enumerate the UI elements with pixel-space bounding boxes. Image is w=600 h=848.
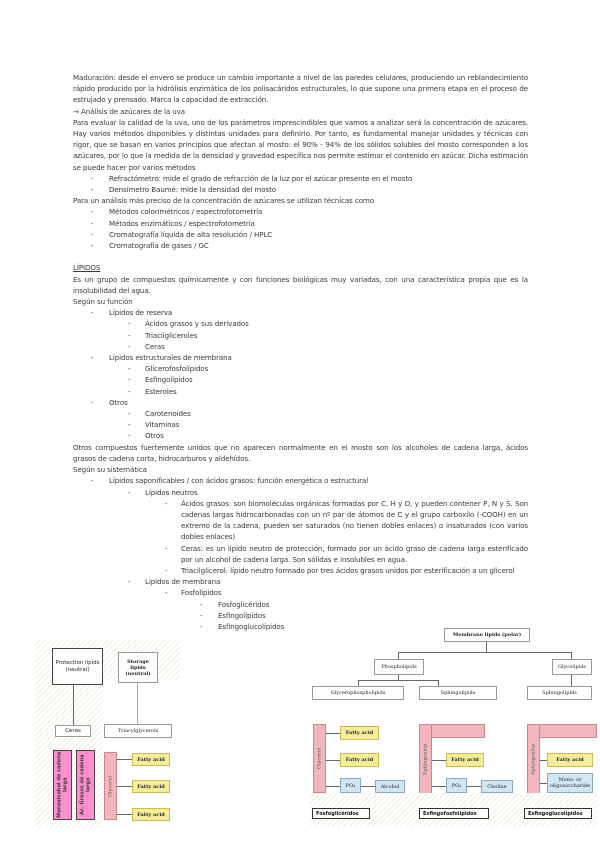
bullet-dash: -: [200, 610, 203, 620]
list-item-text: Ácidos grasos y sus derivados: [145, 319, 249, 329]
bullet-dash: -: [91, 241, 94, 251]
bullet-dash: -: [128, 319, 131, 329]
list-item-text: Ácidos grasos: son biomoléculas orgánicas formadas por C, H y O, y pueden contener P, N y S. Son cadenas largas hidrocarbonadas con un nº par de átomos de C y el grupo carboxilo (-COOH) en un extremo de la cadena, pueden ser saturados (no tienen dobles enlaces) o insaturados (con varios dobles enlaces): [181, 498, 528, 542]
heading-segun-funcion: Según su función: [73, 297, 133, 307]
list-item: [73, 341, 528, 352]
fatty-acid-box: Fatty acid: [340, 753, 379, 767]
membrane-lipids-box: Membrane lipids (polar): [444, 628, 530, 642]
bullet-dash: -: [128, 341, 131, 351]
fatty-acids-long-chain-bar: Ac. Grasos de cadena larga: [76, 750, 95, 820]
list-item-text: Esfingolípidos: [218, 610, 266, 620]
list-item: [73, 229, 528, 240]
list-item-text: Ceras: es un lípido neutro de protección, formado por un ácido graso de cadena larga esterificado por un alcohol de cadena larga. Son sólidas e insolubles en agua.: [181, 543, 528, 564]
triacylglycerols-box: Triacylglycerols: [104, 724, 172, 738]
list-item-text: Otros: [109, 397, 128, 407]
list-item: [73, 218, 528, 229]
fatty-acid-box: Fatty acid: [132, 753, 170, 766]
list-item: [73, 419, 528, 430]
list-item-text: Glicerofosfolípidos: [145, 364, 209, 374]
saccharide-box: Mono- or oligosaccharide: [547, 773, 593, 793]
glycerol-bar: Glycerol: [313, 724, 326, 793]
list-item-text: Ceras: [145, 341, 165, 351]
bullet-dash: -: [91, 397, 94, 407]
list-item-text: Lípidos de reserva: [109, 308, 173, 318]
list-item-text: Métodos enzimáticos / espectrofotometría: [109, 218, 255, 228]
bullet-dash: -: [165, 543, 168, 553]
connector-line: [571, 652, 572, 659]
paragraph-lipidos-intro: Es un grupo de compuestos químicamente y con funciones biológicas muy variadas, con una característica propia que es la insolubilidad del agua.: [73, 274, 528, 295]
bullet-dash: -: [165, 565, 168, 575]
glycolipids-box: Glycolipids: [552, 659, 592, 675]
list-item-text: Lípidos estructurales de membrana: [109, 353, 232, 363]
phospholipids-box: Phospholipids: [374, 659, 424, 675]
list-item-text: Triacilgliceroles: [145, 330, 198, 340]
connector-line: [117, 759, 132, 760]
list-item: [73, 599, 528, 610]
list-item: [73, 576, 528, 587]
list-item-text: Refractómetro: mide el grado de refracción de la luz por el azúcar presente en el mosto: [109, 173, 413, 183]
connector-line: [361, 786, 375, 787]
list-item: [73, 498, 528, 543]
list-sistematica: [73, 475, 528, 632]
list-item-text: Densímetro Baumé: mide la densidad del mosto: [109, 185, 277, 195]
list-item-text: Lípidos de membrana: [145, 577, 221, 587]
bullet-dash: -: [91, 218, 94, 228]
fatty-acid-box: Fatty acid: [446, 753, 484, 767]
connector-line: [467, 786, 481, 787]
bullet-dash: -: [165, 498, 168, 508]
list-item-text: Lípidos neutros: [145, 487, 198, 497]
list-item-text: Carotenoides: [145, 409, 191, 419]
list-item-text: Triacilglicerol: lípido neutro formado por tres ácidos grasos unidos por esterificación a un glicerol: [181, 565, 515, 575]
bullet-dash: -: [91, 229, 94, 239]
bullet-dash: -: [200, 621, 203, 631]
bullet-dash: -: [128, 386, 131, 396]
list-item: [73, 184, 528, 195]
list-item: [73, 318, 528, 329]
list-item-text: Otros: [145, 431, 164, 441]
storage-lipids-box: Storage lipids (neutral): [118, 652, 158, 683]
list-item-text: Métodos colorimétricos / espectrofotometría: [109, 207, 263, 217]
list-item: [73, 352, 528, 363]
bullet-dash: -: [91, 185, 94, 195]
list-metodos: [73, 173, 528, 195]
ceras-box: Ceras: [55, 725, 91, 737]
sphingosine-bar: Sphingosine: [527, 724, 540, 793]
list-item-text: Esteroles: [145, 386, 177, 396]
list-item: [73, 206, 528, 217]
bullet-dash: -: [91, 476, 94, 486]
bullet-dash: -: [128, 420, 131, 430]
connector-line: [117, 814, 132, 815]
bullet-dash: -: [128, 364, 131, 374]
bullet-dash: -: [128, 375, 131, 385]
bullet-dash: -: [128, 577, 131, 587]
list-tecnicas: [73, 206, 528, 251]
connector-line: [432, 786, 446, 787]
phosphate-box: PO₄: [340, 778, 361, 793]
bullet-dash: -: [128, 431, 131, 441]
list-item: [73, 587, 528, 598]
list-item: [73, 374, 528, 385]
sphingolipids-box: Sphingolipids: [419, 686, 497, 700]
list-item-text: Esfingoglucolípidos: [218, 621, 285, 631]
connector-line: [117, 786, 132, 787]
fosfogliceridos-label: Fosfoglicéridos: [312, 808, 370, 819]
connector-line: [326, 733, 340, 734]
heading-analisis: → Análisis de azúcares de la uva: [73, 106, 186, 116]
connector-line: [540, 783, 547, 784]
list-item-text: Cromatografía de gases / GC: [109, 241, 209, 251]
list-item-text: Vitaminas: [145, 420, 180, 430]
list-item: [73, 408, 528, 419]
fatty-acid-box: Fatty acid: [340, 726, 379, 740]
blank-line: [73, 251, 528, 262]
fatty-acid-box: Fatty acid: [132, 808, 170, 821]
list-item: [73, 173, 528, 184]
list-item: [73, 307, 528, 318]
paragraph-preciso: Para un análisis más preciso de la concentración de azúcares se utilizan técnicas como: [73, 196, 374, 206]
list-item: [73, 240, 528, 251]
bullet-dash: -: [165, 588, 168, 598]
list-item: [73, 565, 528, 576]
alcohol-box: Alcohol: [375, 780, 405, 793]
heading-segun-sistematica: Según su sistemática: [73, 465, 147, 475]
glycerophospholipids-box: Glycerophospholipids: [312, 686, 404, 700]
esfingofosfolipidos-label: Esfingofosfolípidos: [419, 808, 489, 819]
heading-lipidos: LÍPIDOS: [73, 263, 101, 273]
connector-line: [398, 652, 399, 659]
connector-line: [540, 760, 547, 761]
fatty-acid-box: Fatty acid: [547, 753, 593, 767]
connector-line: [398, 652, 571, 653]
list-item: [73, 487, 528, 498]
paragraph-evaluar: Para evaluar la calidad de la uva, uno de los parámetros imprescindibles que vamos a analizar será la concentración de azúcares. Hay varios métodos disponibles y distintas unidades para definirlo. Por tanto, es fundamental manejar unidades y técnicas con rigor, que se basan en varios principios que afectan al mosto: el 90% - 94% de los sólidos solubles del mosto corresponden a los azúcares, por lo que la medida de la densidad y gravedad específica nos permite estimar el contenido en azúcar. Dicha estimación se puede hacer por varios métodos: [73, 117, 528, 172]
connector-line: [486, 642, 487, 652]
list-item: [73, 475, 528, 486]
esfingoglucolipidos-label: Esfingoglucolípidos: [524, 808, 592, 819]
monoalcohol-bar: Monoalcohol de cadena larga: [53, 750, 72, 820]
list-item: [73, 363, 528, 374]
list-item: [73, 330, 528, 341]
phosphate-box: PO₄: [446, 778, 467, 793]
connector-line: [432, 760, 446, 761]
sphingolipids-box: Sphingolipids: [527, 686, 592, 700]
bullet-dash: -: [91, 353, 94, 363]
bullet-dash: -: [128, 330, 131, 340]
list-item-text: Esfingolípidos: [145, 375, 193, 385]
list-funcion: [73, 307, 528, 441]
connector-line: [571, 675, 572, 686]
bullet-dash: -: [91, 207, 94, 217]
connector-line: [73, 685, 74, 725]
glycerol-bar: Glycerol: [104, 752, 117, 820]
bullet-dash: -: [91, 308, 94, 318]
connector-line: [326, 760, 340, 761]
bullet-dash: -: [91, 173, 94, 183]
document-body: [73, 72, 528, 632]
connector-line: [358, 680, 439, 681]
sphingosine-bar: Sphingosine: [419, 724, 432, 793]
list-item-text: Fosfolípidos: [181, 588, 222, 598]
connector-line: [137, 683, 138, 724]
fatty-acid-box: Fatty acid: [132, 780, 170, 793]
bullet-dash: -: [128, 409, 131, 419]
bullet-dash: -: [128, 487, 131, 497]
paragraph-otros-compuestos: Otros compuestos fuertemente unidos que no aparecen normalmente en el mosto son los alcoholes de cadena larga, ácidos grasos de cadena corta, hidrocarburos y aldehídos.: [73, 442, 528, 463]
list-item-text: Cromatografía líquida de alta resolución / HPLC: [109, 229, 273, 239]
protection-lipids-box: Protection lipids (neutral): [52, 648, 103, 685]
list-item: [73, 543, 528, 565]
bullet-dash: -: [200, 599, 203, 609]
list-item: [73, 610, 528, 621]
connector-line: [326, 786, 340, 787]
list-item: [73, 430, 528, 441]
list-item: [73, 397, 528, 408]
list-item: [73, 386, 528, 397]
paragraph-maduracion: Maduración: desde el envero se produce un cambio importante a nivel de las paredes celulares, produciendo un reblandecimiento rápido producido por la hidrólisis enzimática de los polisacáridos estructurales, lo que supone una primera etapa en el proceso de estrujado y prensado. Marca la capacidad de extracción.: [73, 73, 528, 105]
list-item-text: Fosfoglicéridos: [218, 599, 270, 609]
choline-box: Choline: [481, 780, 513, 793]
list-item-text: Lípidos saponificables / con ácidos grasos: función energética o estructural: [109, 476, 369, 486]
